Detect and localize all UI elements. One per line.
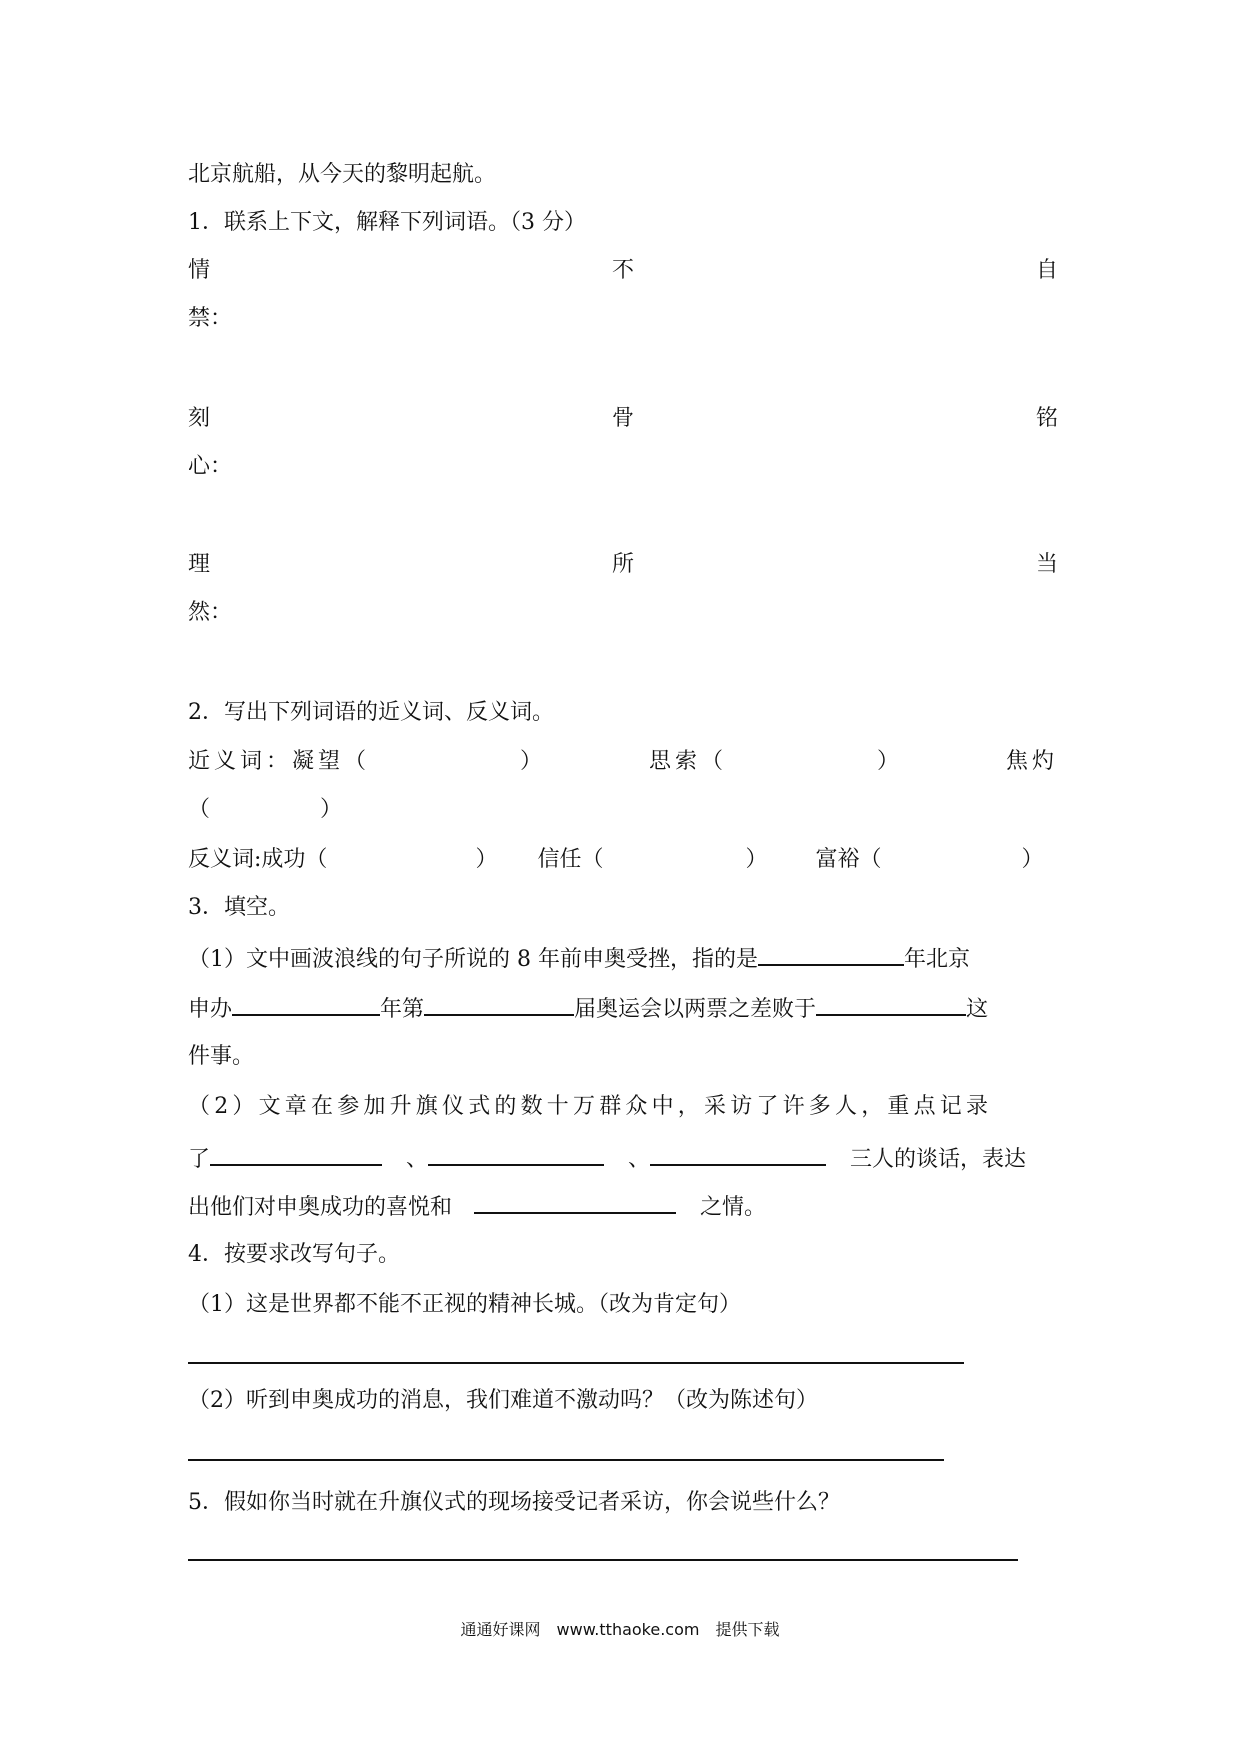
q2-syn-word-1: 凝望（ xyxy=(292,749,371,774)
q3-p1-line-1 xyxy=(188,942,970,975)
q2-ant-label: 反义词: xyxy=(188,847,262,872)
q2-ant-word-3-close: ） xyxy=(1021,847,1044,872)
q2-antonyms-row xyxy=(188,845,1044,875)
q1-word-3-char-1: 理 xyxy=(188,552,211,577)
intro-line: 北京航船，从今天的黎明起航。 xyxy=(188,162,497,187)
q3-p2-text-d: 出他们对申奥成功的喜悦和 xyxy=(188,1195,453,1220)
q3-p1-text-e: 届奥运会以两票之差败于 xyxy=(574,997,817,1022)
q3-p2-line-1: （2）文章在参加升旗仪式的数十万群众中，采访了许多人，重点记录 xyxy=(188,1094,993,1119)
q2-syn-word-3: 焦灼 xyxy=(1005,749,1058,774)
q3-p2-sep-1: 、 xyxy=(406,1147,429,1172)
q3-blank-person-1[interactable] xyxy=(210,1142,382,1166)
q3-blank-year[interactable] xyxy=(758,942,904,966)
q3-p1-text-c: 申办 xyxy=(188,997,233,1022)
q4-answer-line-1[interactable] xyxy=(188,1362,964,1364)
q1-word-1-tail: 禁： xyxy=(188,306,233,331)
q1-word-3-tail: 然： xyxy=(188,600,233,625)
q2-ant-word-2: 信任（ xyxy=(537,847,604,872)
q1-word-2-char-1: 刻 xyxy=(188,406,211,431)
q3-blank-feeling[interactable] xyxy=(474,1190,676,1214)
q4-answer-line-2[interactable] xyxy=(188,1459,944,1461)
q2-synonyms-row xyxy=(188,747,1058,777)
q3-p1-line-3: 件事。 xyxy=(188,1044,255,1069)
q5-answer-line[interactable] xyxy=(188,1559,1018,1561)
q2-syn-word-2: 思索（ xyxy=(649,749,728,774)
q1-word-3 xyxy=(188,550,1058,580)
q3-p2-text-c: 三人的谈话，表达 xyxy=(850,1147,1027,1172)
q1-word-1-char-2: 不 xyxy=(611,258,634,283)
q2-syn-group-2 xyxy=(649,747,903,777)
q2-syn-word-3-blank: （ ） xyxy=(188,797,343,822)
q5-title: 5．假如你当时就在升旗仪式的现场接受记者采访，你会说些什么？ xyxy=(188,1490,840,1515)
q2-ant-word-1: 成功（ xyxy=(261,847,328,872)
q1-word-2-char-3: 铭 xyxy=(1035,406,1058,431)
page-footer: 通通好课网 www.tthaoke.com 提供下载 xyxy=(460,1620,780,1639)
q3-title: 3．填空。 xyxy=(188,895,290,920)
q3-blank-bid-year[interactable] xyxy=(232,992,380,1016)
q1-title: 1．联系上下文，解释下列词语。（3 分） xyxy=(188,210,586,235)
q3-p1-line-2 xyxy=(188,992,988,1025)
q3-p1-text-b: 年北京 xyxy=(903,947,970,972)
q1-word-3-char-2: 所 xyxy=(611,552,634,577)
q2-syn-group-1 xyxy=(188,747,546,777)
q2-ant-word-2-close: ） xyxy=(745,847,768,872)
q2-syn-word-2-close: ） xyxy=(877,749,904,774)
q3-p1-text-d: 年第 xyxy=(380,997,425,1022)
q3-blank-person-3[interactable] xyxy=(650,1142,826,1166)
q1-word-1-char-3: 自 xyxy=(1035,258,1058,283)
q3-blank-olympiad-number[interactable] xyxy=(424,992,574,1016)
q2-ant-word-1-close: ） xyxy=(475,847,498,872)
q4-sentence-2: （2）听到申奥成功的消息，我们难道不激动吗？（改为陈述句） xyxy=(188,1388,818,1413)
q1-word-2-tail: 心： xyxy=(188,454,233,479)
q1-word-1 xyxy=(188,256,1058,286)
q1-word-2 xyxy=(188,404,1058,434)
q2-syn-word-1-close: ） xyxy=(520,749,547,774)
q3-p1-text-a: （1）文中画波浪线的句子所说的 8 年前申奥受挫，指的是 xyxy=(188,947,758,972)
q3-blank-person-2[interactable] xyxy=(428,1142,604,1166)
q1-word-3-char-3: 当 xyxy=(1035,552,1058,577)
q1-word-1-char-1: 情 xyxy=(188,258,211,283)
q2-title: 2．写出下列词语的近义词、反义词。 xyxy=(188,700,554,725)
q3-p2-text-e: 之情。 xyxy=(700,1195,767,1220)
q2-syn-label: 近义词： xyxy=(188,749,293,774)
q2-ant-word-3: 富裕（ xyxy=(815,847,882,872)
q3-p2-sep-2: 、 xyxy=(628,1147,651,1172)
q3-blank-winner[interactable] xyxy=(816,992,966,1016)
q1-word-2-char-2: 骨 xyxy=(611,406,634,431)
q4-sentence-1: （1）这是世界都不能不正视的精神长城。（改为肯定句） xyxy=(188,1292,741,1317)
q4-title: 4．按要求改写句子。 xyxy=(188,1242,400,1267)
q3-p1-text-f: 这 xyxy=(966,997,989,1022)
q3-p2-line-2 xyxy=(188,1142,1026,1175)
q3-p2-text-b: 了 xyxy=(188,1147,211,1172)
q3-p2-line-3 xyxy=(188,1190,766,1223)
